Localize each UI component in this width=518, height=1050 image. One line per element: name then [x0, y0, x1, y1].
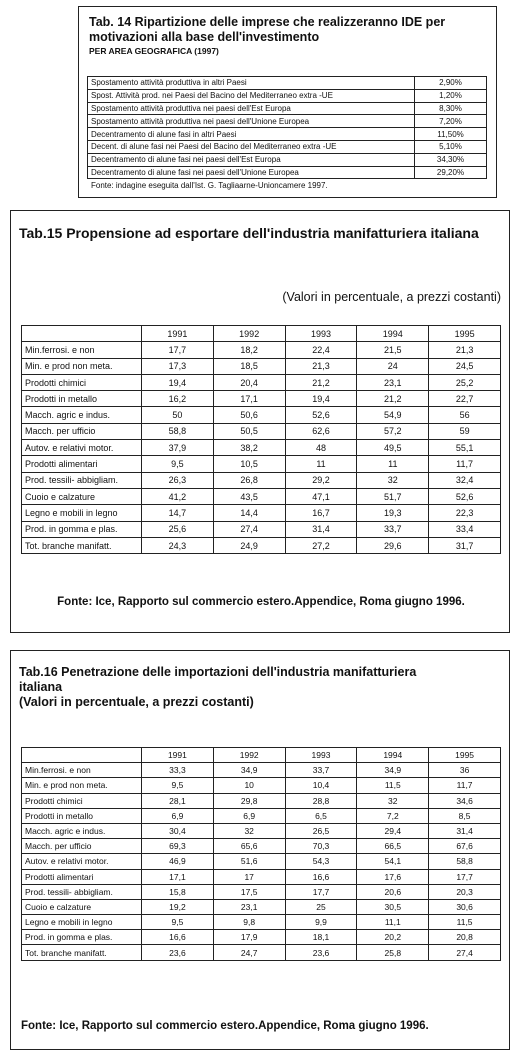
- row-value: 31,4: [429, 823, 501, 838]
- row-label: Tot. branche manifatt.: [22, 945, 142, 960]
- row-label: Spostamento attività produttiva in altri Paesi: [88, 77, 415, 90]
- row-value: 31,4: [285, 521, 357, 537]
- row-value: 10,5: [213, 456, 285, 472]
- row-value: 33,7: [357, 521, 429, 537]
- row-value: 22,7: [429, 391, 501, 407]
- table-row: [88, 128, 487, 141]
- header-corner: [22, 748, 142, 763]
- row-label: Macch. agric e indus.: [22, 407, 142, 423]
- row-value: 43,5: [213, 488, 285, 504]
- row-value: 37,9: [142, 440, 214, 456]
- row-value: 27,4: [213, 521, 285, 537]
- row-label: Prodotti chimici: [22, 374, 142, 390]
- table-row: [22, 899, 501, 914]
- row-value: 23,6: [285, 945, 357, 960]
- row-label: Prod. in gomma e plas.: [22, 930, 142, 945]
- row-label: Legno e mobili in legno: [22, 505, 142, 521]
- row-value: 15,8: [142, 884, 214, 899]
- row-value: 32,4: [429, 472, 501, 488]
- row-value: 26,3: [142, 472, 214, 488]
- row-value: 10: [213, 778, 285, 793]
- row-label: Min. e prod non meta.: [22, 358, 142, 374]
- row-value: 17,7: [285, 884, 357, 899]
- row-value: 22,3: [429, 505, 501, 521]
- table-row: [22, 854, 501, 869]
- tab15-unit: (Valori in percentuale, a prezzi costanti): [282, 290, 501, 304]
- table-row: [22, 456, 501, 472]
- row-value: 25,6: [142, 521, 214, 537]
- row-label: Spostamento attività produttiva nei paesi dell'Est Europa: [88, 102, 415, 115]
- row-value: 8,5: [429, 808, 501, 823]
- row-value: 9,5: [142, 456, 214, 472]
- row-label: Autov. e relativi motor.: [22, 440, 142, 456]
- year-header: 1993: [285, 748, 357, 763]
- row-value: 56: [429, 407, 501, 423]
- tab15-title: Tab.15 Propensione ad esportare dell'industria manifatturiera italiana: [19, 225, 479, 241]
- row-value: 54,1: [357, 854, 429, 869]
- row-value: 58,8: [429, 854, 501, 869]
- row-value: 49,5: [357, 440, 429, 456]
- row-label: Decent. di alune fasi nei Paesi del Bacino del Mediterraneo extra -UE: [88, 140, 415, 153]
- row-value: 48: [285, 440, 357, 456]
- header-row: [22, 326, 501, 342]
- year-header: 1991: [142, 748, 214, 763]
- tab15-body: [22, 326, 501, 554]
- row-value: 11,7: [429, 778, 501, 793]
- row-label: Spost. Attività prod. nei Paesi del Bacino del Mediterraneo extra -UE: [88, 89, 415, 102]
- row-value: 6,5: [285, 808, 357, 823]
- row-value: 54,9: [357, 407, 429, 423]
- row-value: 17: [213, 869, 285, 884]
- row-value: 24,3: [142, 537, 214, 553]
- row-value: 19,2: [142, 899, 214, 914]
- row-label: Min.ferrosi. e non: [22, 763, 142, 778]
- tab14-body: [88, 77, 487, 179]
- row-value: 5,10%: [415, 140, 487, 153]
- row-label: Tot. branche manifatt.: [22, 537, 142, 553]
- row-value: 19,4: [285, 391, 357, 407]
- row-value: 20,3: [429, 884, 501, 899]
- row-value: 27,2: [285, 537, 357, 553]
- table-row: [22, 505, 501, 521]
- row-value: 16,7: [285, 505, 357, 521]
- row-label: Cuoio e calzature: [22, 899, 142, 914]
- row-value: 1,20%: [415, 89, 487, 102]
- row-value: 50,5: [213, 423, 285, 439]
- table-row: [88, 77, 487, 90]
- row-label: Prodotti alimentari: [22, 869, 142, 884]
- row-value: 55,1: [429, 440, 501, 456]
- row-value: 9,9: [285, 915, 357, 930]
- row-value: 67,6: [429, 839, 501, 854]
- year-header: 1992: [213, 326, 285, 342]
- row-value: 25,2: [429, 374, 501, 390]
- row-value: 31,7: [429, 537, 501, 553]
- row-value: 17,9: [213, 930, 285, 945]
- row-label: Prodotti chimici: [22, 793, 142, 808]
- row-value: 65,6: [213, 839, 285, 854]
- row-value: 52,6: [285, 407, 357, 423]
- table-row: [22, 763, 501, 778]
- row-value: 54,3: [285, 854, 357, 869]
- year-header: 1994: [357, 326, 429, 342]
- row-value: 32: [213, 823, 285, 838]
- table-row: [22, 823, 501, 838]
- table-row: [88, 153, 487, 166]
- tab14-table: [87, 76, 487, 179]
- table-row: [22, 391, 501, 407]
- table-row: [22, 488, 501, 504]
- row-value: 26,5: [285, 823, 357, 838]
- row-value: 11,1: [357, 915, 429, 930]
- row-label: Macch. per ufficio: [22, 839, 142, 854]
- row-label: Prodotti in metallo: [22, 808, 142, 823]
- row-value: 9,5: [142, 915, 214, 930]
- tab16-table: [21, 747, 501, 961]
- row-label: Decentramento di alune fasi nei paesi dell'Unione Europea: [88, 166, 415, 179]
- row-value: 41,2: [142, 488, 214, 504]
- row-value: 51,6: [213, 854, 285, 869]
- table-row: [88, 115, 487, 128]
- table-row: [22, 884, 501, 899]
- row-value: 33,3: [142, 763, 214, 778]
- tab16-unit: (Valori in percentuale, a prezzi costanti): [19, 695, 254, 709]
- row-value: 20,8: [429, 930, 501, 945]
- year-header: 1992: [213, 748, 285, 763]
- row-value: 51,7: [357, 488, 429, 504]
- row-value: 29,8: [213, 793, 285, 808]
- tab15-source: Fonte: Ice, Rapporto sul commercio estero.Appendice, Roma giugno 1996.: [57, 596, 465, 608]
- row-label: Cuoio e calzature: [22, 488, 142, 504]
- row-value: 17,5: [213, 884, 285, 899]
- row-value: 23,6: [142, 945, 214, 960]
- row-value: 21,2: [357, 391, 429, 407]
- row-label: Decentramento di alune fasi nei paesi dell'Est Europa: [88, 153, 415, 166]
- row-value: 22,4: [285, 342, 357, 358]
- row-value: 11,5: [357, 778, 429, 793]
- row-value: 16,6: [285, 869, 357, 884]
- row-label: Prod. in gomma e plas.: [22, 521, 142, 537]
- row-label: Min. e prod non meta.: [22, 778, 142, 793]
- row-label: Macch. agric e indus.: [22, 823, 142, 838]
- table-row: [88, 140, 487, 153]
- row-value: 29,6: [357, 537, 429, 553]
- row-value: 11,5: [429, 915, 501, 930]
- row-value: 20,2: [357, 930, 429, 945]
- row-value: 46,9: [142, 854, 214, 869]
- row-value: 17,3: [142, 358, 214, 374]
- row-value: 17,6: [357, 869, 429, 884]
- row-value: 29,2: [285, 472, 357, 488]
- year-header: 1991: [142, 326, 214, 342]
- table-row: [22, 423, 501, 439]
- row-label: Legno e mobili in legno: [22, 915, 142, 930]
- row-value: 27,4: [429, 945, 501, 960]
- row-value: 66,5: [357, 839, 429, 854]
- table-row: [22, 869, 501, 884]
- tab14-panel: [78, 6, 497, 198]
- row-value: 2,90%: [415, 77, 487, 90]
- row-value: 20,4: [213, 374, 285, 390]
- row-value: 17,1: [142, 869, 214, 884]
- row-value: 7,20%: [415, 115, 487, 128]
- row-value: 24: [357, 358, 429, 374]
- table-row: [22, 808, 501, 823]
- tab16-title: [19, 665, 419, 710]
- row-value: 30,5: [357, 899, 429, 914]
- tab16-source: Fonte: Ice, Rapporto sul commercio estero.Appendice, Roma giugno 1996.: [21, 1020, 429, 1032]
- row-value: 57,2: [357, 423, 429, 439]
- header-row: [22, 748, 501, 763]
- row-value: 50,6: [213, 407, 285, 423]
- row-value: 59: [429, 423, 501, 439]
- tab15-panel: [10, 210, 510, 633]
- row-value: 28,8: [285, 793, 357, 808]
- row-value: 24,7: [213, 945, 285, 960]
- tab15-table: [21, 325, 501, 554]
- row-value: 34,6: [429, 793, 501, 808]
- row-value: 17,7: [142, 342, 214, 358]
- row-label: Min.ferrosi. e non: [22, 342, 142, 358]
- row-value: 16,6: [142, 930, 214, 945]
- row-value: 29,4: [357, 823, 429, 838]
- row-value: 21,2: [285, 374, 357, 390]
- year-header: 1995: [429, 748, 501, 763]
- table-row: [88, 166, 487, 179]
- row-value: 38,2: [213, 440, 285, 456]
- row-value: 20,6: [357, 884, 429, 899]
- tab14-subtitle: PER AREA GEOGRAFICA (1997): [89, 46, 219, 56]
- row-value: 62,6: [285, 423, 357, 439]
- row-value: 24,9: [213, 537, 285, 553]
- row-value: 18,5: [213, 358, 285, 374]
- row-label: Autov. e relativi motor.: [22, 854, 142, 869]
- table-row: [22, 793, 501, 808]
- row-value: 16,2: [142, 391, 214, 407]
- row-value: 11,7: [429, 456, 501, 472]
- row-value: 18,2: [213, 342, 285, 358]
- table-row: [22, 374, 501, 390]
- row-label: Prodotti in metallo: [22, 391, 142, 407]
- row-value: 25,8: [357, 945, 429, 960]
- row-label: Prod. tessili- abbigliam.: [22, 884, 142, 899]
- table-row: [22, 472, 501, 488]
- year-header: 1994: [357, 748, 429, 763]
- row-value: 52,6: [429, 488, 501, 504]
- row-value: 30,4: [142, 823, 214, 838]
- table-row: [22, 915, 501, 930]
- row-value: 34,30%: [415, 153, 487, 166]
- row-value: 21,5: [357, 342, 429, 358]
- row-value: 19,4: [142, 374, 214, 390]
- row-label: Prod. tessili- abbigliam.: [22, 472, 142, 488]
- year-header: 1993: [285, 326, 357, 342]
- row-value: 17,1: [213, 391, 285, 407]
- row-value: 8,30%: [415, 102, 487, 115]
- row-value: 30,6: [429, 899, 501, 914]
- row-value: 10,4: [285, 778, 357, 793]
- row-value: 9,8: [213, 915, 285, 930]
- table-row: [22, 778, 501, 793]
- row-value: 50: [142, 407, 214, 423]
- row-value: 23,1: [357, 374, 429, 390]
- row-value: 23,1: [213, 899, 285, 914]
- row-value: 26,8: [213, 472, 285, 488]
- row-value: 18,1: [285, 930, 357, 945]
- row-value: 21,3: [429, 342, 501, 358]
- table-row: [22, 358, 501, 374]
- row-value: 69,3: [142, 839, 214, 854]
- row-value: 11: [285, 456, 357, 472]
- row-label: Macch. per ufficio: [22, 423, 142, 439]
- row-value: 28,1: [142, 793, 214, 808]
- row-value: 70,3: [285, 839, 357, 854]
- tab16-title-text: Tab.16 Penetrazione delle importazioni dell'industria manifatturiera italiana: [19, 665, 417, 694]
- tab14-title: Tab. 14 Ripartizione delle imprese che realizzeranno IDE per motivazioni alla base dell'investimento: [89, 15, 446, 44]
- header-corner: [22, 326, 142, 342]
- row-value: 32: [357, 472, 429, 488]
- row-value: 25: [285, 899, 357, 914]
- row-value: 17,7: [429, 869, 501, 884]
- row-value: 9,5: [142, 778, 214, 793]
- row-value: 7,2: [357, 808, 429, 823]
- row-value: 6,9: [213, 808, 285, 823]
- row-label: Decentramento di alune fasi in altri Paesi: [88, 128, 415, 141]
- row-label: Prodotti alimentari: [22, 456, 142, 472]
- row-value: 6,9: [142, 808, 214, 823]
- table-row: [22, 839, 501, 854]
- row-value: 29,20%: [415, 166, 487, 179]
- table-row: [22, 407, 501, 423]
- row-value: 47,1: [285, 488, 357, 504]
- row-value: 33,4: [429, 521, 501, 537]
- tab14-source: Fonte: indagine eseguita dall'Ist. G. Tagliaarne-Unioncamere 1997.: [91, 181, 328, 190]
- table-row: [22, 521, 501, 537]
- table-row: [22, 930, 501, 945]
- table-row: [88, 89, 487, 102]
- table-row: [22, 945, 501, 960]
- row-value: 36: [429, 763, 501, 778]
- row-value: 58,8: [142, 423, 214, 439]
- year-header: 1995: [429, 326, 501, 342]
- tab16-body: [22, 748, 501, 961]
- row-value: 34,9: [357, 763, 429, 778]
- row-value: 11: [357, 456, 429, 472]
- table-row: [22, 342, 501, 358]
- row-value: 24,5: [429, 358, 501, 374]
- row-value: 14,4: [213, 505, 285, 521]
- table-row: [22, 440, 501, 456]
- row-value: 11,50%: [415, 128, 487, 141]
- table-row: [88, 102, 487, 115]
- table-row: [22, 537, 501, 553]
- row-value: 21,3: [285, 358, 357, 374]
- tab16-panel: [10, 650, 510, 1050]
- row-value: 33,7: [285, 763, 357, 778]
- row-value: 34,9: [213, 763, 285, 778]
- row-value: 14,7: [142, 505, 214, 521]
- row-label: Spostamento attività produttiva nei paesi dell'Unione Europea: [88, 115, 415, 128]
- row-value: 19,3: [357, 505, 429, 521]
- row-value: 32: [357, 793, 429, 808]
